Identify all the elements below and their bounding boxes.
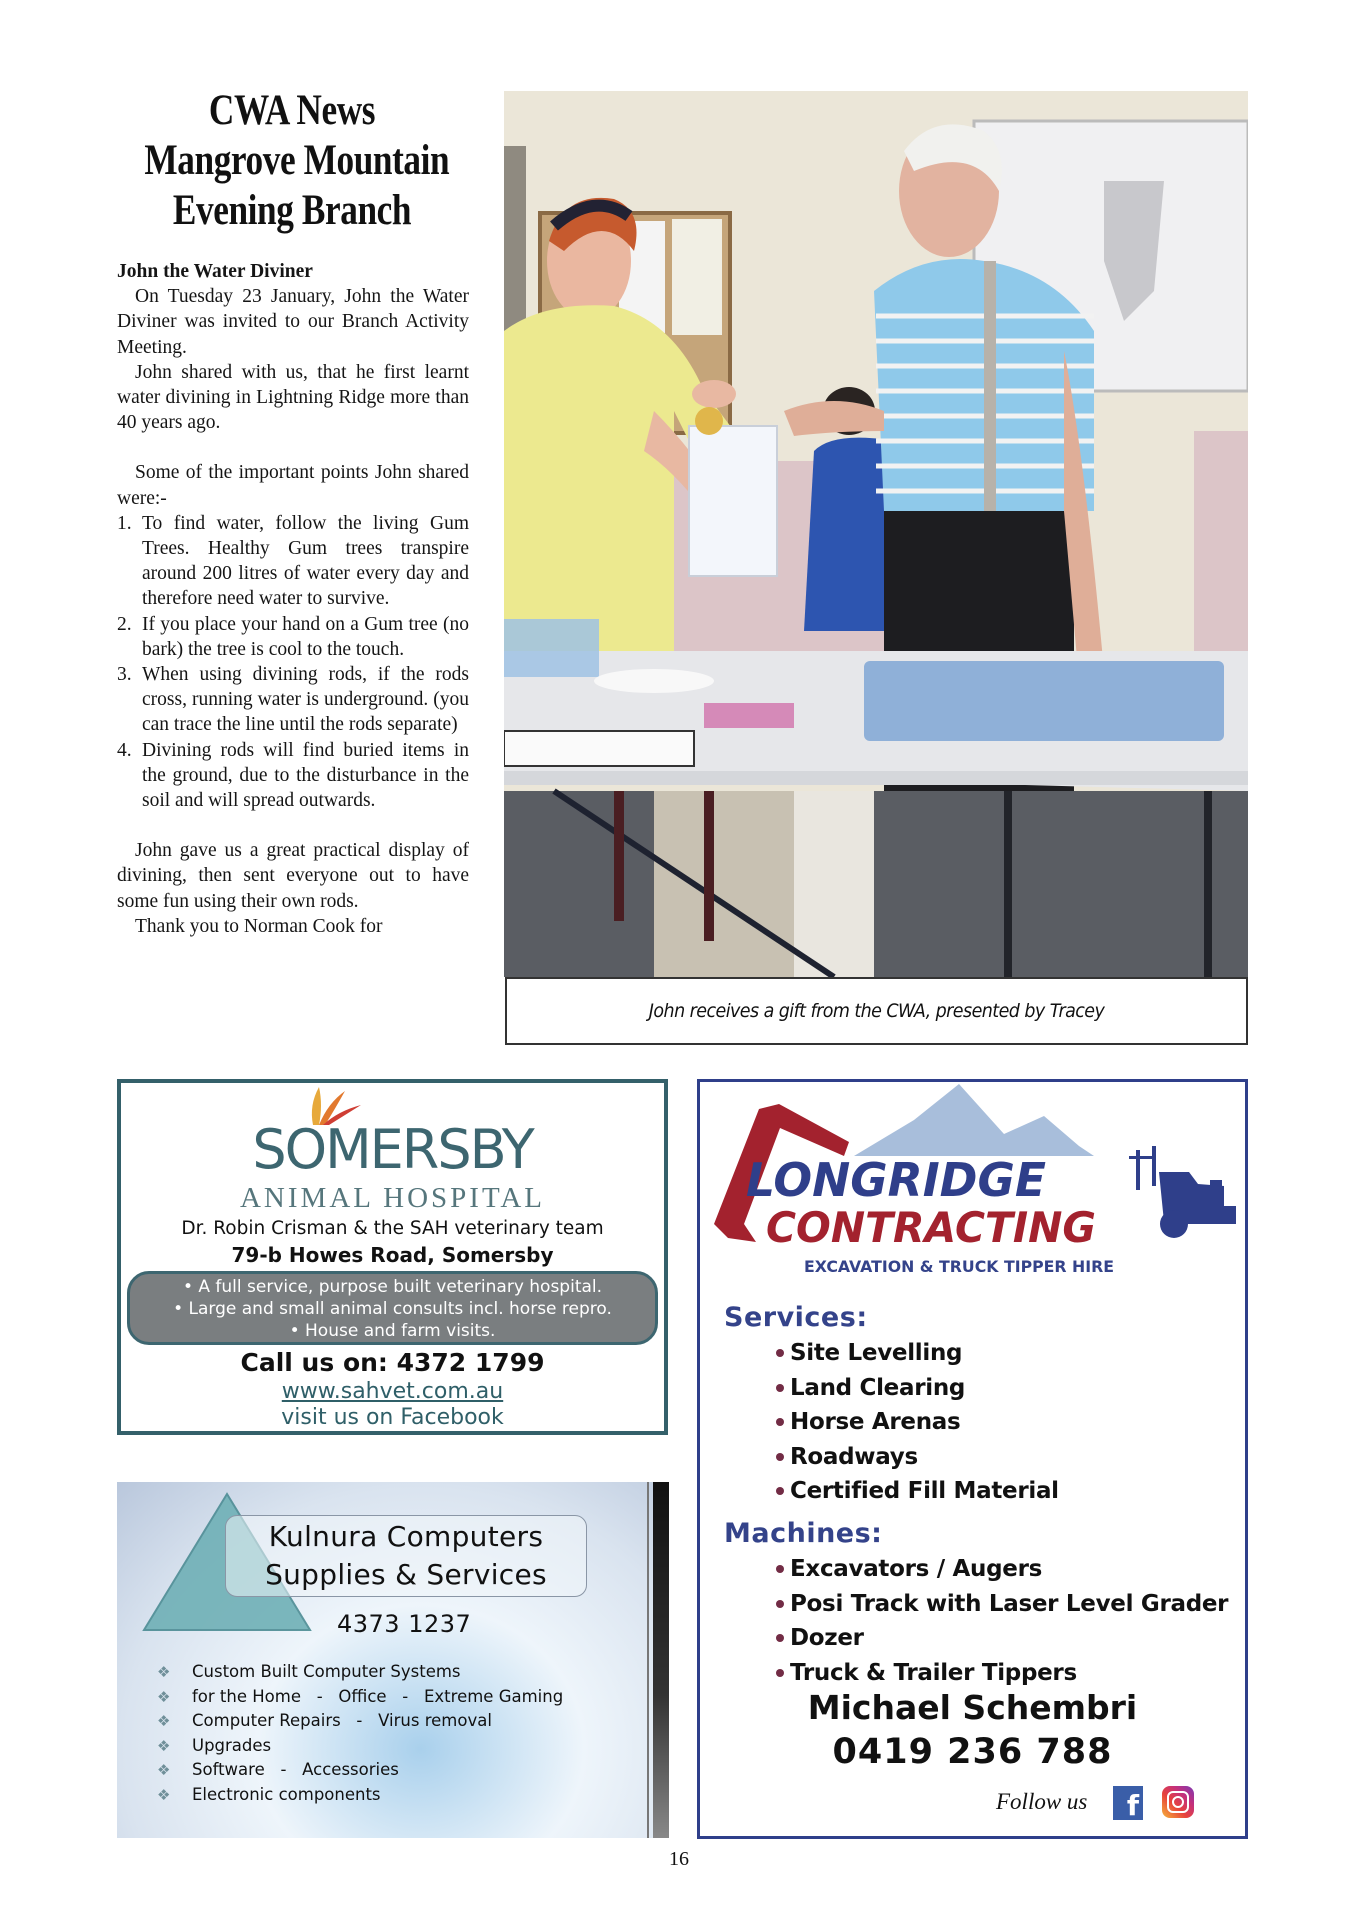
bullet-icon (776, 1418, 784, 1426)
facebook-icon[interactable]: f (1113, 1786, 1143, 1820)
somersby-phone: Call us on: 4372 1799 (240, 1348, 545, 1377)
somersby-team: Dr. Robin Crisman & the SAH veterinary team (181, 1218, 604, 1239)
article-paragraph: On Tuesday 23 January, John the Water Diviner was invited to our Branch Activity Meeting. (117, 286, 469, 358)
list-item (157, 1758, 563, 1783)
list-text: Certified Fill Material (790, 1478, 1059, 1504)
list-item (776, 1440, 1059, 1475)
diamond-bullet-icon: ❖ (157, 1687, 171, 1706)
somersby-logo-text: SOMERSBY (252, 1118, 533, 1181)
decorative-line (647, 1482, 649, 1838)
service-line: • A full service, purpose built veterinary hospital. (182, 1277, 603, 1297)
machines-list (776, 1552, 1228, 1690)
list-text: Posi Track with Laser Level Grader (790, 1590, 1229, 1617)
instagram-icon[interactable] (1162, 1786, 1194, 1818)
list-number: 1. (117, 512, 132, 534)
article-paragraph: Some of the important points John shared were:- (117, 462, 469, 509)
list-item (776, 1336, 1059, 1371)
list-item (157, 1709, 563, 1734)
diamond-bullet-icon: ❖ (157, 1663, 171, 1681)
article-subheading: John the Water Diviner (117, 261, 313, 282)
list-text: Upgrades (192, 1735, 272, 1755)
service-line: • House and farm visits. (289, 1321, 496, 1341)
list-text: Dozer (790, 1625, 864, 1651)
list-item (157, 1734, 563, 1759)
somersby-website-link[interactable]: www.sahvet.com.au (281, 1379, 504, 1404)
bullet-icon (776, 1634, 784, 1642)
list-item (776, 1552, 1228, 1587)
bullet-icon (776, 1453, 784, 1461)
list-item (776, 1405, 1059, 1440)
list-text: To find water, follow the living Gum Trees. Healthy Gum trees transpire around 200 litres of water every day and therefore need water to survive. (142, 512, 469, 610)
article-paragraph: John shared with us, that he first learnt water divining in Lightning Ridge more than 40 years ago. (117, 361, 469, 434)
list-item (776, 1621, 1228, 1656)
somersby-ad (117, 1079, 668, 1435)
list-text: Custom Built Computer Systems (192, 1662, 461, 1681)
list-text: Software - Accessories (192, 1760, 399, 1780)
bullet-icon (776, 1600, 784, 1608)
list-item (776, 1587, 1228, 1622)
list-number: 3. (117, 664, 132, 686)
list-number: 2. (117, 613, 132, 635)
diamond-bullet-icon: ❖ (157, 1712, 171, 1731)
diamond-bullet-icon: ❖ (157, 1761, 171, 1780)
follow-us-label: Follow us (996, 1789, 1088, 1814)
list-item (117, 738, 469, 814)
somersby-services (127, 1271, 658, 1345)
article-headline (144, 86, 450, 236)
services-list (776, 1336, 1059, 1509)
kulnura-title (225, 1515, 587, 1597)
somersby-facebook-link[interactable]: visit us on Facebook (281, 1405, 504, 1430)
list-text: If you place your hand on a Gum tree (no bark) the tree is cool to the touch. (142, 613, 469, 660)
headline-line: Mangrove Mountain (144, 137, 450, 184)
kulnura-title-line: Kulnura Computers (268, 1520, 544, 1553)
kulnura-phone: 4373 1237 (337, 1610, 472, 1638)
kulnura-title-line: Supplies & Services (265, 1558, 547, 1591)
photo-caption: John receives a gift from the CWA, presented by Tracey (648, 1000, 1105, 1022)
logo-text-contracting: CONTRACTING (766, 1203, 1096, 1252)
list-number: 4. (117, 739, 132, 761)
list-text: for the Home - Office - Extreme Gaming (192, 1686, 564, 1706)
bullet-icon (776, 1349, 784, 1357)
list-text: Roadways (790, 1443, 918, 1470)
list-item (776, 1656, 1228, 1691)
article-body (117, 259, 469, 939)
list-text: Electronic components (192, 1784, 381, 1804)
event-photo (504, 91, 1248, 977)
logo-text-longridge: LONGRIDGE (746, 1153, 1046, 1207)
list-text: Computer Repairs - Virus removal (192, 1711, 492, 1731)
photo-caption-box (505, 977, 1248, 1045)
diamond-bullet-icon: ❖ (157, 1736, 171, 1755)
headline-line: Evening Branch (172, 187, 412, 234)
list-item (117, 662, 469, 738)
list-item (117, 612, 469, 662)
services-heading: Services: (724, 1302, 868, 1333)
somersby-logo-subtitle: ANIMAL HOSPITAL (239, 1182, 545, 1214)
list-text: When using divining rods, if the rods cross, running water is underground. (you can trace the line until the rods separate) (142, 664, 469, 736)
kulnura-ad (117, 1482, 669, 1838)
bullet-icon (776, 1384, 784, 1392)
list-item (776, 1371, 1059, 1406)
longridge-ad (697, 1079, 1248, 1839)
contact-phone: 0419 236 788 (832, 1732, 1113, 1772)
list-text: Truck & Trailer Tippers (790, 1659, 1077, 1686)
diamond-bullet-icon: ❖ (157, 1785, 171, 1804)
machines-heading: Machines: (724, 1518, 883, 1549)
bullet-icon (776, 1487, 784, 1495)
logo-tagline: EXCAVATION & TRUCK TIPPER HIRE (804, 1257, 1114, 1276)
article-paragraph: Thank you to Norman Cook for (135, 915, 383, 937)
bullet-icon (776, 1565, 784, 1573)
list-item (157, 1660, 563, 1685)
list-item (157, 1685, 563, 1710)
headline-line: CWA News (208, 87, 376, 134)
article-paragraph: John gave us a great practical display of divining, then sent everyone out to have some fun using their own rods. (117, 840, 469, 912)
points-list (117, 511, 469, 813)
decorative-strip (653, 1482, 669, 1838)
longridge-logo (704, 1084, 1244, 1284)
list-text: Divining rods will find buried items in the ground, due to the disturbance in the soil and will spread outwards. (142, 739, 469, 812)
contact-name: Michael Schembri (807, 1688, 1138, 1727)
bullet-icon (776, 1669, 784, 1677)
list-text: Site Levelling (790, 1340, 963, 1366)
list-text: Horse Arenas (790, 1409, 961, 1435)
list-item (117, 511, 469, 612)
list-item (776, 1474, 1059, 1509)
page-number: 16 (669, 1848, 689, 1870)
kulnura-services (157, 1660, 563, 1808)
somersby-address: 79-b Howes Road, Somersby (231, 1243, 554, 1267)
service-line: • Large and small animal consults incl. horse repro. (173, 1299, 612, 1319)
list-item (157, 1783, 563, 1808)
list-text: Land Clearing (790, 1374, 966, 1401)
list-text: Excavators / Augers (790, 1556, 1043, 1582)
